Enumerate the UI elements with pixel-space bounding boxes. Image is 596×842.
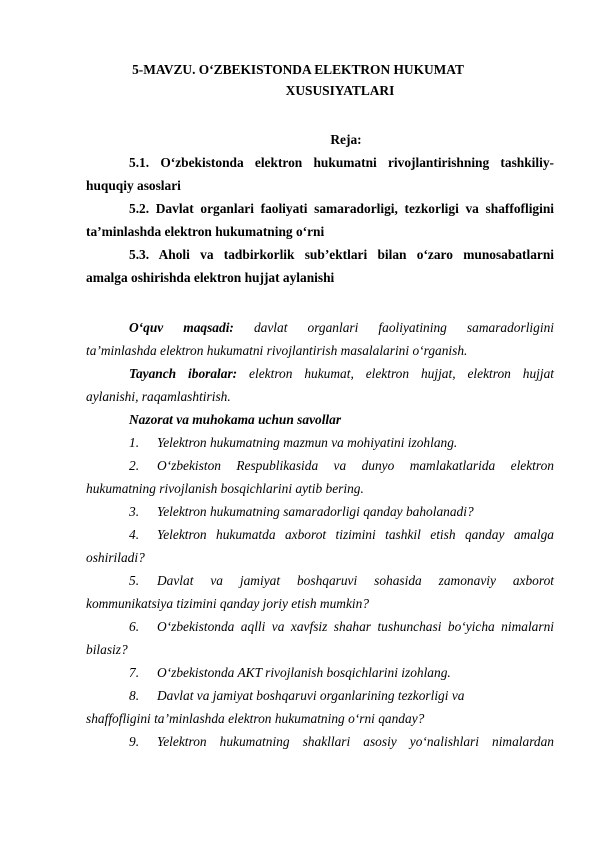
question-6-continuation: bilasiz? [86,642,128,657]
question-text: Yelektron hukumatda axborot tizimini tashkil etish qanday amalga [157,527,554,542]
question-text: O‘zbekiston Respublikasida va dunyo mamlakatlarida elektron [157,458,554,473]
page-title-line1: 5-MAVZU. O‘ZBEKISTONDA ELEKTRON HUKUMAT [132,62,464,77]
plan-item-2-line2: ta’minlashda elektron hukumatning o‘rni [86,224,325,239]
plan-item-3-line1: 5.3. Aholi va tadbirkorlik sub’ektlari bilan o‘zaro munosabatlarni [129,247,554,262]
question-number: 7. [129,665,140,680]
goal-line2: ta’minlashda elektron hukumatni rivojlantirish masalalarini o‘rganish. [86,343,468,358]
keywords-label: Tayanch iboralar: [129,366,238,381]
question-number: 4. [129,527,140,542]
plan-item-1-line2: huquqiy asoslari [86,178,181,193]
goal-line1 [129,320,554,336]
question-8 [129,688,554,704]
question-8-continuation: shaffofligini ta’minlashda elektron hukumatning o‘rni qanday? [86,711,425,726]
question-9 [129,734,554,750]
question-3 [129,504,554,520]
question-text: Yelektron hukumatning mazmun va mohiyatini izohlang. [157,435,458,450]
question-number: 6. [129,619,140,634]
keywords-line2: aylanishi, raqamlashtirish. [86,389,231,404]
question-7 [129,665,554,681]
question-text: Yelektron hukumatning samaradorligi qanday baholanadi? [157,504,474,519]
question-number: 9. [129,734,140,749]
question-5 [129,573,554,589]
question-number: 1. [129,435,140,450]
question-text: Davlat va jamiyat boshqaruvi sohasida zamonaviy axborot [157,573,554,588]
plan-item-3-line2: amalga oshirishda elektron hujjat aylanishi [86,270,335,285]
question-number: 5. [129,573,140,588]
question-text: Yelektron hukumatning shakllari asosiy yo‘nalishlari nimalardan [157,734,554,749]
question-2 [129,458,554,474]
goal-text1: davlat organlari faoliyatining samaradorligini [253,320,554,335]
question-text: Davlat va jamiyat boshqaruvi organlarining tezkorligi va [157,688,465,703]
question-6 [129,619,554,635]
question-number: 2. [129,458,140,473]
page-title-line2: XUSUSIYATLARI [285,83,395,98]
questions-heading: Nazorat va muhokama uchun savollar [129,412,342,427]
plan-heading: Reja: [330,132,362,147]
goal-label: O‘quv maqsadi: [129,320,234,335]
question-4 [129,527,554,543]
question-number: 3. [129,504,140,519]
plan-item-1-line1: 5.1. O‘zbekistonda elektron hukumatni rivojlantirishning tashkiliy- [129,155,554,170]
question-5-continuation: kommunikatsiya tizimini qanday joriy etish mumkin? [86,596,370,611]
question-text: O‘zbekistonda aqlli va xavfsiz shahar tushunchasi bo‘yicha nimalarni [157,619,554,634]
question-4-continuation: oshiriladi? [86,550,145,565]
keywords-line1 [129,366,554,382]
plan-item-2-line1: 5.2. Davlat organlari faoliyati samaradorligi, tezkorligi va shaffofligini [129,201,554,216]
question-2-continuation: hukumatning rivojlanish bosqichlarini aytib bering. [86,481,364,496]
question-1 [129,435,554,451]
keywords-text1: elektron hukumat, elektron hujjat, elektron hujjat [249,366,554,381]
question-number: 8. [129,688,140,703]
question-text: O‘zbekistonda AKT rivojlanish bosqichlarini izohlang. [157,665,451,680]
